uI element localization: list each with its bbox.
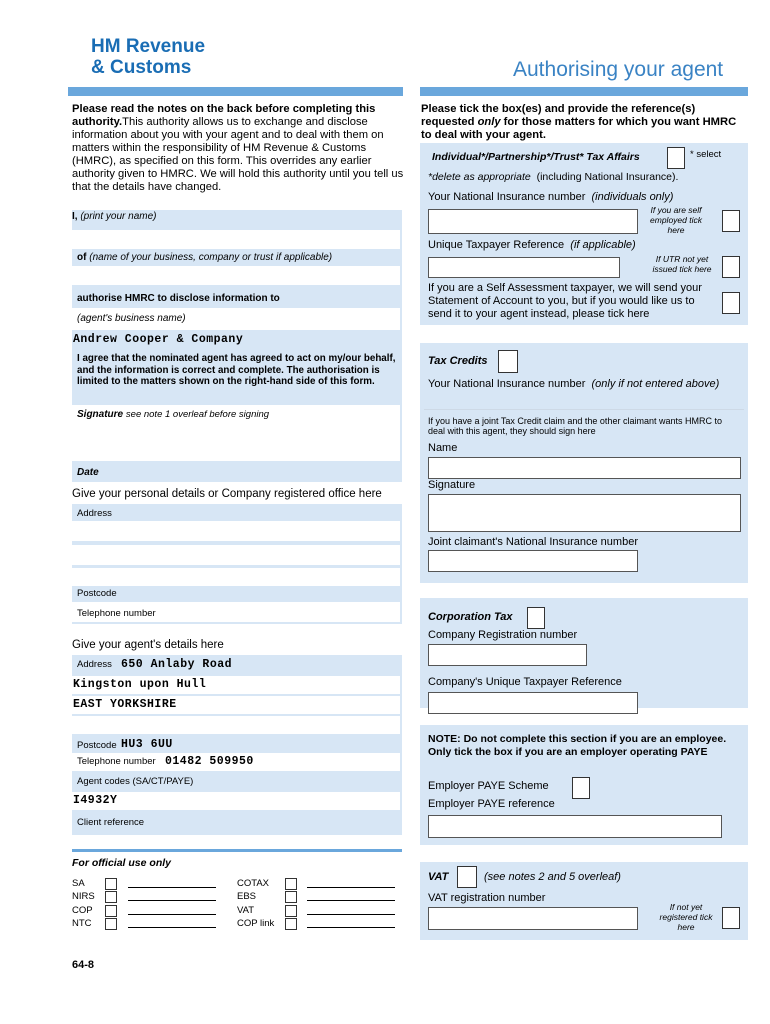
corporation-heading: Corporation Tax	[428, 611, 513, 623]
official-heading: For official use only	[72, 857, 171, 869]
official-sa-checkbox[interactable]	[105, 878, 117, 890]
utr-label: Unique Taxpayer Reference (if applicable)	[428, 239, 636, 251]
address-line-1[interactable]	[72, 521, 400, 541]
individual-heading: Individual*/Partnership*/Trust* Tax Affairs	[432, 151, 640, 163]
logo-line-1: HM Revenue	[91, 36, 206, 57]
official-sa: SA	[72, 878, 85, 889]
agree-text: I agree that the nominated agent has agreed to act on my/our behalf, and the information is correct and complete. The authorisation is limited to the matters shown on the right-hand side of this form.	[77, 353, 396, 387]
official-cop-link: COP link	[237, 918, 275, 929]
official-cop-checkbox[interactable]	[105, 905, 117, 917]
official-ntc-line	[128, 927, 216, 928]
official-vat-line	[307, 914, 395, 915]
agent-address-line-2[interactable]: Kingston upon Hull	[73, 678, 207, 691]
sa-text: If you are a Self Assessment taxpayer, we will send your Statement of Account to you, but if you would like us to send it to your agent instead, please tick here	[428, 282, 702, 320]
official-ebs: EBS	[237, 891, 257, 902]
official-cop-link-checkbox[interactable]	[285, 918, 297, 930]
signature-label-wrap	[77, 409, 269, 420]
official-cop: COP	[72, 905, 93, 916]
official-ntc-checkbox[interactable]	[105, 918, 117, 930]
of-label: of (name of your business, company or trust if applicable)	[77, 252, 333, 263]
tax-credits-checkbox[interactable]	[498, 350, 518, 373]
self-employed-checkbox[interactable]	[722, 210, 740, 232]
vat-reg-label: VAT registration number	[428, 892, 546, 904]
official-separator	[72, 849, 402, 852]
corp-utr-field[interactable]	[428, 692, 638, 714]
paye-ref-field[interactable]	[428, 815, 722, 838]
authorise-label: authorise HMRC to disclose information to	[77, 293, 280, 304]
address-label: Address	[77, 508, 112, 519]
postcode-label: Postcode	[77, 588, 117, 599]
intro-bold: Please read the notes on the back before completing this authority.	[72, 103, 376, 128]
utr-not-issued-checkbox[interactable]	[722, 256, 740, 278]
tc-name-field[interactable]	[428, 457, 741, 479]
corporation-checkbox[interactable]	[527, 607, 545, 629]
official-vat: VAT	[237, 905, 255, 916]
crn-field[interactable]	[428, 644, 587, 666]
sa-statement-checkbox[interactable]	[722, 292, 740, 314]
agent-codes-value[interactable]: I4932Y	[73, 794, 118, 807]
telephone-label: Telephone number	[77, 608, 156, 619]
agent-address-label: Address	[77, 659, 112, 670]
agent-telephone-value[interactable]: 01482 509950	[165, 755, 254, 768]
vat-notes-hint: (see notes 2 and 5 overleaf)	[484, 871, 621, 883]
agent-postcode-label: Postcode	[77, 740, 117, 751]
business-name-field[interactable]	[72, 266, 400, 285]
address-line-2[interactable]	[72, 545, 400, 565]
tc-name-label: Name	[428, 442, 458, 454]
logo-line-2: & Customs	[91, 57, 192, 78]
hmrc-logo	[91, 36, 205, 78]
self-employed-note: If you are self employed tick here	[650, 205, 702, 235]
official-ebs-line	[307, 900, 395, 901]
agent-telephone-label: Telephone number	[77, 756, 156, 767]
agent-name-hint: (agent's business name)	[77, 313, 186, 324]
corp-utr-label: Company's Unique Taxpayer Reference	[428, 676, 622, 688]
tc-nino-label: Your National Insurance number (only if not entered above)	[428, 378, 720, 390]
i-label: I, (print your name)	[72, 211, 157, 222]
individual-checkbox[interactable]	[667, 147, 685, 169]
vat-checkbox[interactable]	[457, 866, 477, 888]
joint-note: If you have a joint Tax Credit claim and the other claimant wants HMRC to deal with this agent, they should sign here	[428, 416, 722, 436]
official-sa-line	[128, 887, 216, 888]
intro-text	[72, 103, 404, 194]
agent-address-line-3[interactable]: EAST YORKSHIRE	[73, 698, 177, 711]
intro-body: This authority allows us to exchange and disclose information about you with your agent and to deal with them on matters within the responsibility of HM Revenue & Customs (HMRC), as specified on this form. This overrides any earlier authority given to HMRC. We will hold this authority until you tell us that the details have changed.	[72, 116, 404, 193]
signature-label: Signature	[77, 409, 124, 420]
official-vat-checkbox[interactable]	[285, 905, 297, 917]
official-cop-link-line	[307, 927, 395, 928]
utr-field[interactable]	[428, 257, 620, 278]
tc-signature-label: Signature	[428, 479, 476, 491]
official-cop-line	[128, 914, 216, 915]
official-nirs-line	[128, 900, 216, 901]
paye-checkbox[interactable]	[572, 777, 590, 799]
agent-address-line-1[interactable]: 650 Anlaby Road	[121, 658, 233, 671]
nino-label: Your National Insurance number (individuals only)	[428, 191, 674, 203]
paye-ref-label: Employer PAYE reference	[428, 798, 555, 810]
official-cotax-line	[307, 887, 395, 888]
delete-note: *delete as appropriate (including National Insurance).	[428, 171, 679, 183]
paye-note: NOTE: Do not complete this section if you are an employee. Only tick the box if you are an employer operating PAYE	[428, 733, 727, 758]
personal-heading: Give your personal details or Company registered office here	[72, 488, 382, 500]
agent-codes-label: Agent codes (SA/CT/PAYE)	[77, 776, 194, 787]
agent-name-value[interactable]: Andrew Cooper & Company	[73, 333, 244, 346]
signature-hint: see note 1 overleaf before signing	[125, 409, 270, 420]
vat-not-registered-note: If not yet registered tick here	[659, 902, 713, 932]
official-nirs-checkbox[interactable]	[105, 891, 117, 903]
tick-instructions: Please tick the box(es) and provide the reference(s) requested only for those matters for which you want HMRC to deal with your agent.	[421, 103, 737, 141]
official-cotax-checkbox[interactable]	[285, 878, 297, 890]
form-code: 64-8	[72, 959, 95, 971]
client-ref-label: Client reference	[77, 817, 145, 828]
name-field[interactable]	[72, 230, 400, 249]
joint-nino-field[interactable]	[428, 550, 638, 572]
utr-note: If UTR not yet issued tick here	[652, 254, 712, 274]
official-nirs: NIRS	[72, 891, 95, 902]
page-title: Authorising your agent	[513, 58, 724, 81]
official-ebs-checkbox[interactable]	[285, 891, 297, 903]
vat-not-registered-checkbox[interactable]	[722, 907, 740, 929]
official-cotax: COTAX	[237, 878, 270, 889]
vat-reg-field[interactable]	[428, 907, 638, 930]
vat-heading: VAT	[428, 871, 449, 883]
joint-nino-label: Joint claimant's National Insurance number	[428, 536, 638, 548]
agent-postcode-value[interactable]: HU3 6UU	[121, 738, 173, 751]
crn-label: Company Registration number	[428, 629, 578, 641]
official-ntc: NTC	[72, 918, 92, 929]
paye-scheme-label: Employer PAYE Scheme	[428, 780, 549, 792]
tax-credits-heading: Tax Credits	[428, 355, 488, 367]
date-label: Date	[77, 467, 99, 478]
select-note: * select	[690, 149, 722, 160]
address-line-3[interactable]	[72, 568, 400, 586]
nino-field[interactable]	[428, 209, 638, 234]
tc-signature-field[interactable]	[428, 494, 741, 532]
agent-heading: Give your agent's details here	[72, 639, 224, 651]
